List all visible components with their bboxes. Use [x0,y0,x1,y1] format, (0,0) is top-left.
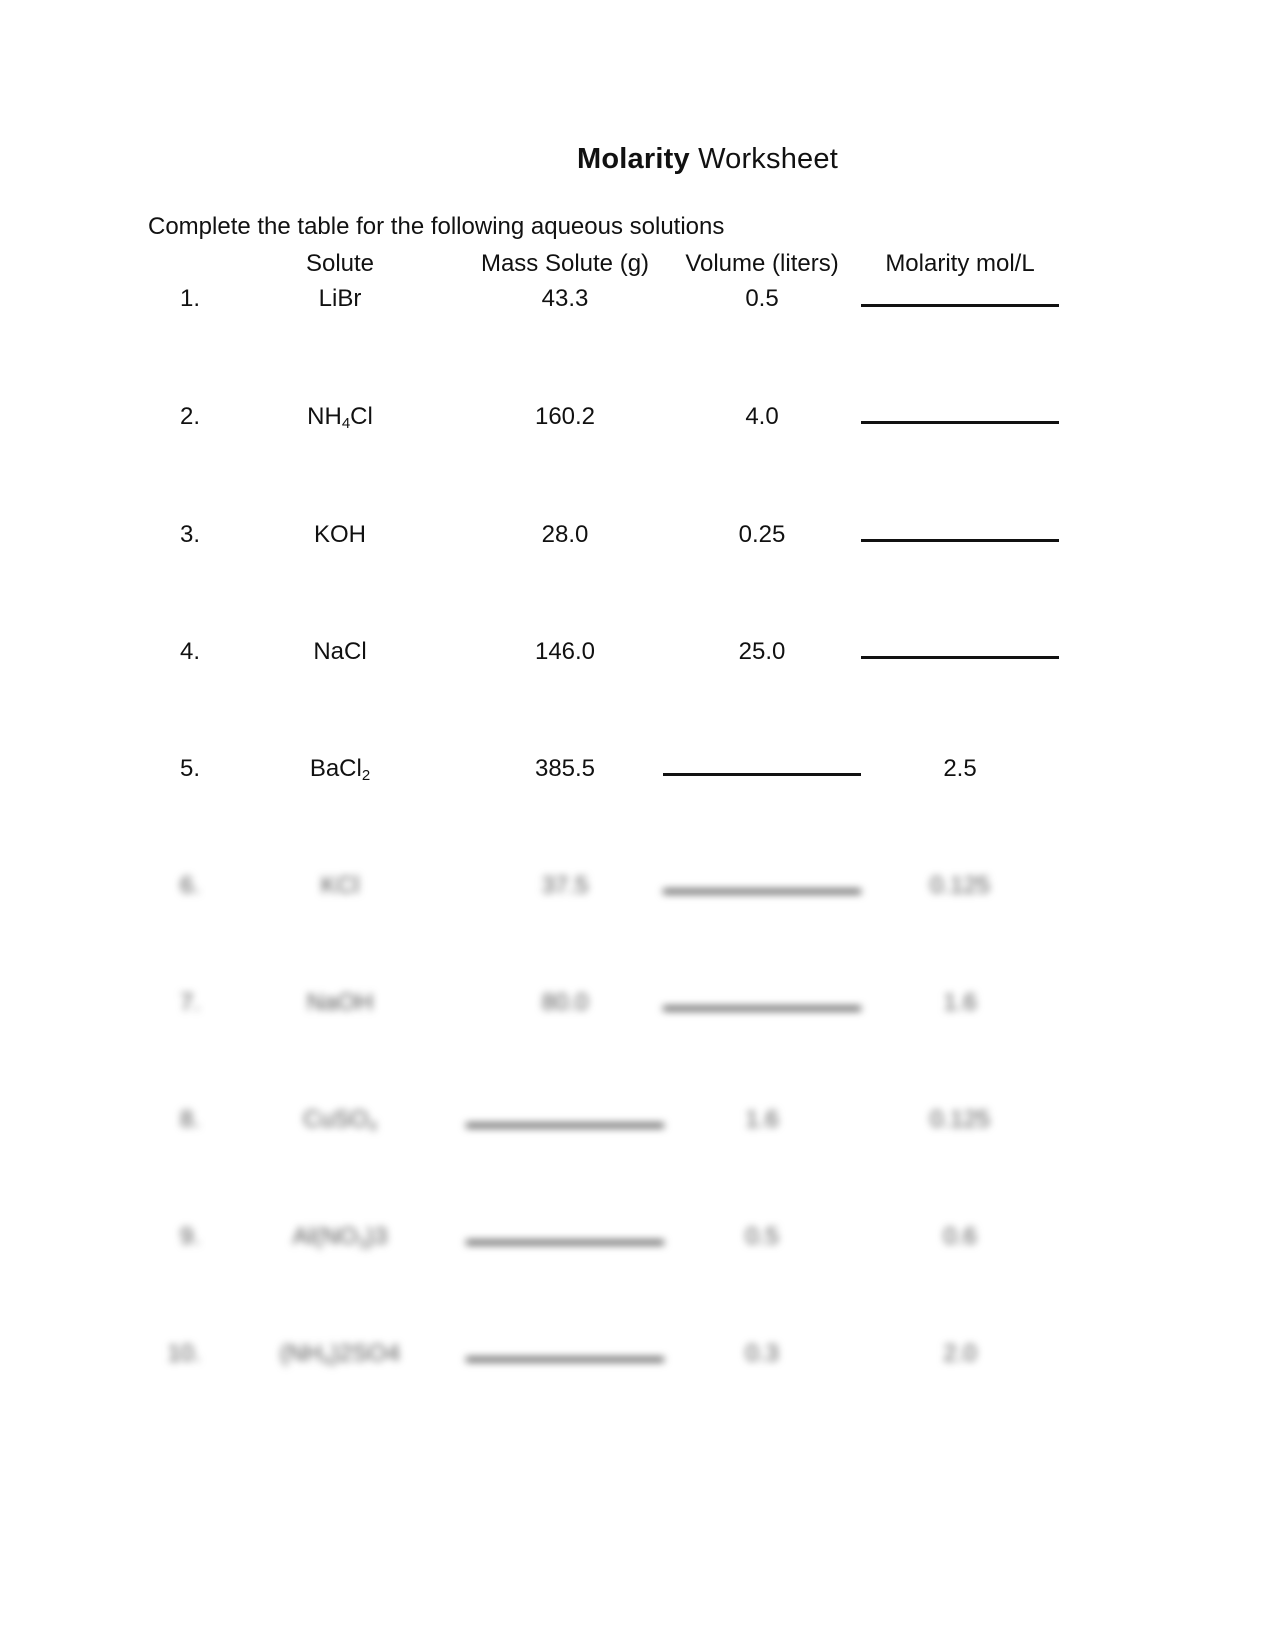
title-rest: Worksheet [698,143,838,175]
row-molarity: 0.125 [929,1106,991,1133]
row-molarity: 2.5 [943,755,977,782]
table-row [0,872,1275,912]
row-volume: 0.5 [745,285,779,312]
answer-blank-mass[interactable] [466,1240,664,1245]
row-solute: LiBr [318,285,362,312]
row-molarity: 0.125 [929,872,991,899]
row-volume: 25.0 [738,638,786,665]
row-molarity: 0.6 [943,1223,977,1250]
table-row [0,638,1275,678]
solute-tail: Cl [350,403,373,430]
row-mass: 28.0 [541,521,589,548]
table-row [0,989,1275,1029]
row-number: 7. [179,989,201,1016]
page-title [0,143,1275,176]
table-row [0,1223,1275,1263]
answer-blank-molarity[interactable] [861,656,1059,659]
answer-blank-molarity[interactable] [861,304,1059,307]
answer-blank-volume[interactable] [663,1006,861,1011]
row-number: 6. [179,872,201,899]
row-mass: 146.0 [534,638,596,665]
row-volume: 0.5 [745,1223,779,1250]
row-solute: NaOH [306,989,374,1016]
row-number: 9. [179,1223,201,1250]
solute-subscript: 2 [361,767,371,784]
solute-tail: )3 [366,1223,388,1250]
row-number: 4. [179,638,201,665]
solute-main: CuSO [303,1106,369,1133]
table-row [0,1106,1275,1146]
row-solute [303,1106,377,1134]
answer-blank-molarity[interactable] [861,421,1059,424]
solute-main: Al(NO [292,1223,358,1250]
table-row [0,521,1275,561]
row-number: 10. [167,1340,201,1367]
answer-blank-volume[interactable] [663,773,861,776]
row-number: 5. [179,755,201,782]
header-solute: Solute [305,250,375,277]
row-molarity: 1.6 [943,989,977,1016]
row-solute [292,1223,387,1251]
solute-main: NH [307,403,342,430]
solute-main: (NH [279,1340,323,1367]
answer-blank-mass[interactable] [466,1357,664,1362]
row-mass: 160.2 [534,403,596,430]
row-molarity: 2.0 [943,1340,977,1367]
header-molarity: Molarity mol/L [885,250,1035,277]
solute-tail: )2SO4 [330,1340,401,1367]
row-number: 2. [179,403,201,430]
row-number: 3. [179,521,201,548]
instructions-text: Complete the table for the following aqueous solutions [148,213,725,240]
row-volume: 1.6 [745,1106,779,1133]
solute-subscript: 3 [357,1235,367,1252]
row-mass: 385.5 [534,755,596,782]
title-bold: Molarity [577,143,690,175]
answer-blank-mass[interactable] [466,1123,664,1128]
solute-subscript: 4 [341,415,351,432]
row-solute [280,1340,400,1368]
row-volume: 0.25 [738,521,786,548]
row-mass: 43.3 [541,285,589,312]
row-solute [310,755,370,783]
row-solute: KOH [313,521,367,548]
row-number: 8. [179,1106,201,1133]
table-row [0,1340,1275,1380]
solute-subscript: 4 [322,1352,331,1369]
row-number: 1. [179,285,201,312]
row-volume: 4.0 [745,403,779,430]
row-solute: NaCl [313,638,367,665]
table-row [0,403,1275,443]
table-row [0,755,1275,795]
row-mass: 80.0 [541,989,589,1016]
header-mass: Mass Solute (g) [480,250,650,277]
table-header [0,250,1275,280]
row-solute [307,403,373,431]
table-row [0,285,1275,325]
solute-subscript: 4 [368,1118,377,1135]
row-mass: 37.5 [541,872,589,899]
answer-blank-volume[interactable] [663,889,861,894]
header-volume: Volume (liters) [685,250,839,277]
solute-main: BaCl [309,755,362,782]
row-solute: KCl [320,872,360,899]
row-volume: 0.3 [745,1340,779,1367]
answer-blank-molarity[interactable] [861,539,1059,542]
